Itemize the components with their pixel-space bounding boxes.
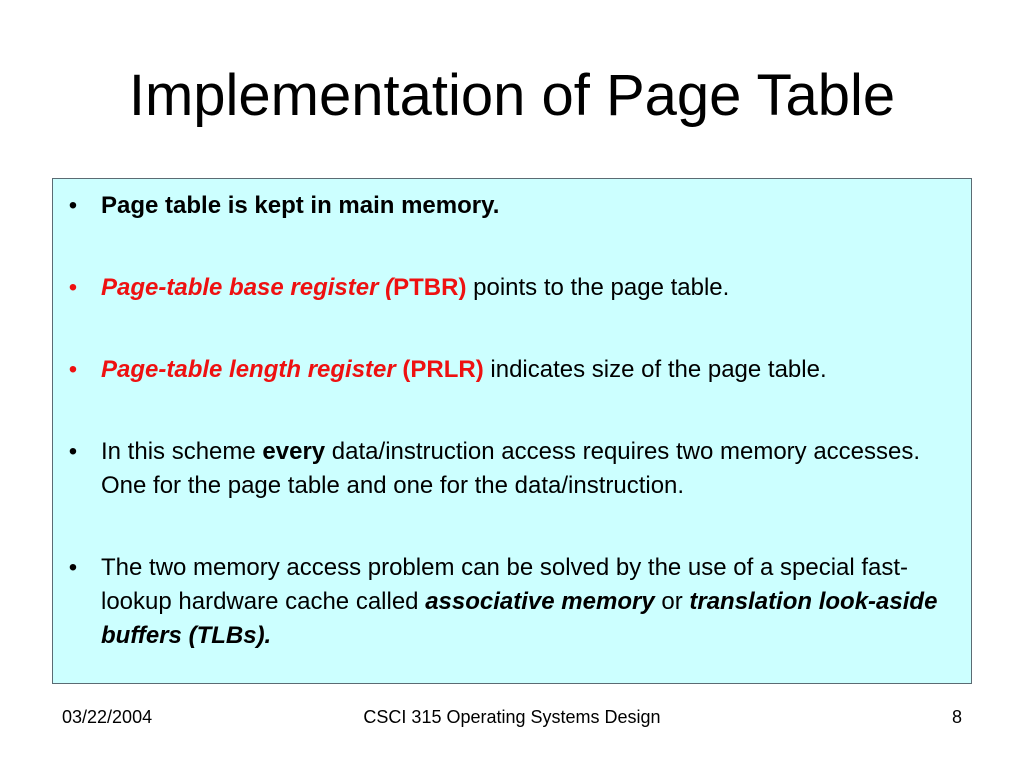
- bullet-marker: •: [68, 438, 78, 465]
- footer-page-number: 8: [951, 707, 962, 727]
- bullet-term: Page-table base register (: [101, 274, 394, 301]
- bullet-text: points to the page table.: [466, 274, 730, 301]
- bullet-term: translation look-aside buffers (TLBs).: [101, 588, 938, 649]
- bullet-marker: •: [68, 192, 78, 219]
- bullet-marker: •: [68, 356, 78, 383]
- bullet-item: [63, 271, 963, 305]
- bullet-list: [63, 189, 963, 701]
- bullet-item: [63, 353, 963, 387]
- footer-date: 03/22/2004: [62, 707, 153, 727]
- content-box: [52, 178, 972, 684]
- bullet-acronym: (PRLR): [395, 356, 484, 383]
- bullet-text: The two memory access problem can be solved by the use of a special fast-lookup hardware cache called: [101, 554, 909, 615]
- bullet-text: indicates size of the page table.: [483, 356, 827, 383]
- slide-title: Implementation of Page Table: [128, 63, 896, 128]
- bullet-item: [63, 435, 963, 503]
- bullet-term: associative memory: [425, 588, 655, 615]
- bullet-acronym: PTBR): [393, 274, 467, 301]
- bullet-item: [63, 551, 963, 653]
- bullet-marker: •: [68, 554, 78, 581]
- bullet-item: [63, 189, 963, 223]
- footer-course-title: CSCI 315 Operating Systems Design: [363, 707, 661, 727]
- bullet-text: data/instruction access requires two memory accesses. One for the page table and one for the data/instruction.: [101, 438, 921, 499]
- bullet-text: In this scheme: [101, 438, 263, 465]
- bullet-text: Page table is kept in main memory.: [101, 192, 500, 219]
- bullet-term: Page-table length register: [101, 356, 396, 383]
- bullet-text: or: [654, 588, 690, 615]
- bullet-emphasis: every: [262, 438, 326, 465]
- bullet-marker: •: [68, 274, 78, 301]
